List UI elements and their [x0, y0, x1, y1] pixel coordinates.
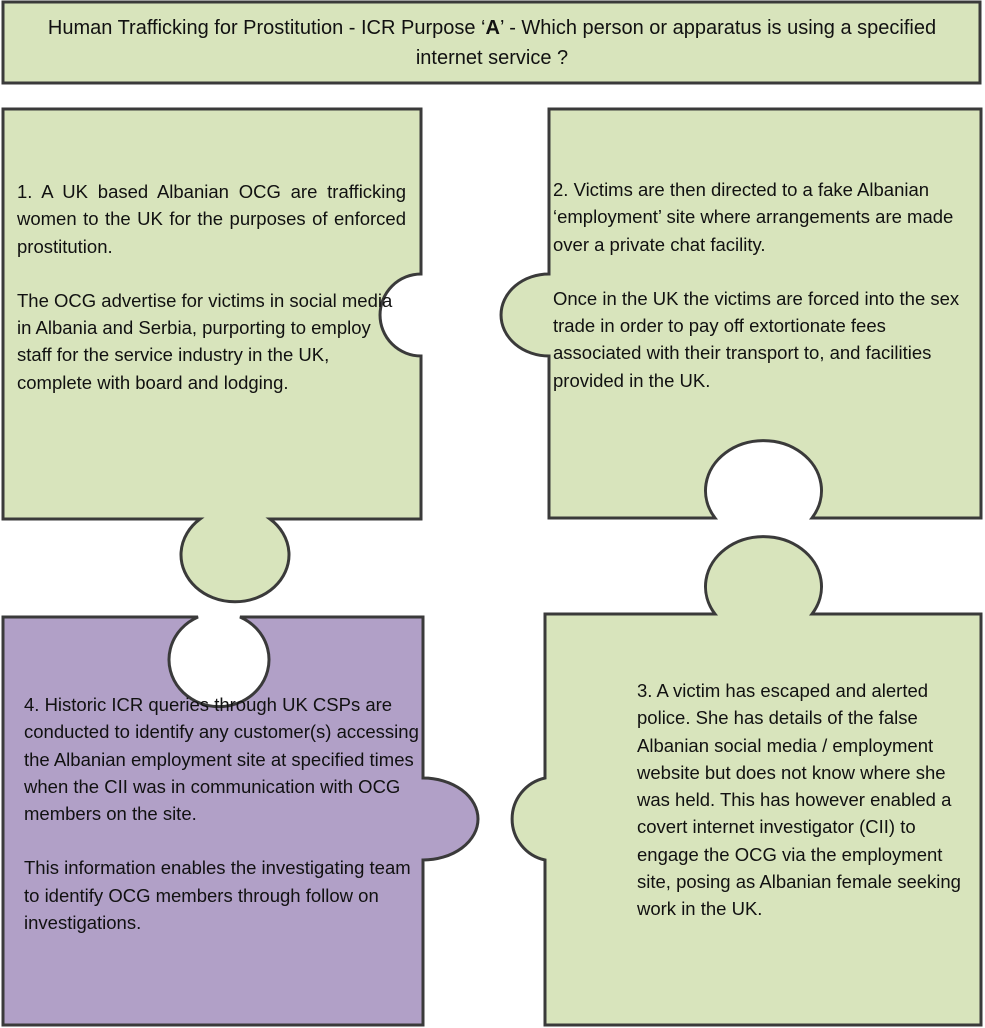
piece-1-number: 1.: [17, 181, 33, 202]
piece-1-paragraph-1: 1. A UK based Albanian OCG are trafficking women to the UK for the purposes of enforced prostitution.: [17, 181, 406, 257]
piece-2-text: [553, 176, 961, 394]
piece-3-text: [637, 677, 970, 923]
piece-4-paragraph-2: This information enables the investigating team to identify OCG members through follow on investigations.: [24, 857, 411, 934]
piece-1-text: [17, 178, 406, 396]
piece-2-paragraph-1: 2. Victims are then directed to a fake Albanian ‘employment’ site where arrangements are made over a private chat facility.: [553, 179, 954, 255]
title-text-end: ’ - Which person or apparatus is using a specified internet service ?: [415, 16, 937, 69]
piece-2-paragraph-2: Once in the UK the victims are forced into the sex trade in order to pay off extortionate fees associated with their transport to, and facilities provided in the UK.: [553, 287, 960, 391]
diagram-title: [4, 2, 980, 83]
piece-4-text: [24, 691, 424, 936]
piece-4-paragraph-1: 4. Historic ICR queries through UK CSPs are conducted to identify any customer(s) accessing the Albanian employment site at specified times when the CII was in communication with OCG members on the site.: [24, 694, 419, 825]
title-text-start: Human Trafficking for Prostitution - ICR Purpose ‘: [47, 16, 486, 39]
title-text-bold: A: [485, 16, 500, 39]
piece-3-paragraph-1: 3. A victim has escaped and alerted police. She has details of the false Albanian social media / employment website but does not know where she was held. This has however enabled a covert internet investigator (CII) to engage the OCG via the employment site, posing as Albanian female seeking work in the UK.: [637, 680, 961, 920]
piece-1-paragraph-2: The OCG advertise for victims in social media in Albania and Serbia, purporting to employ staff for the service industry in the UK, complete with board and lodging.: [17, 289, 393, 393]
